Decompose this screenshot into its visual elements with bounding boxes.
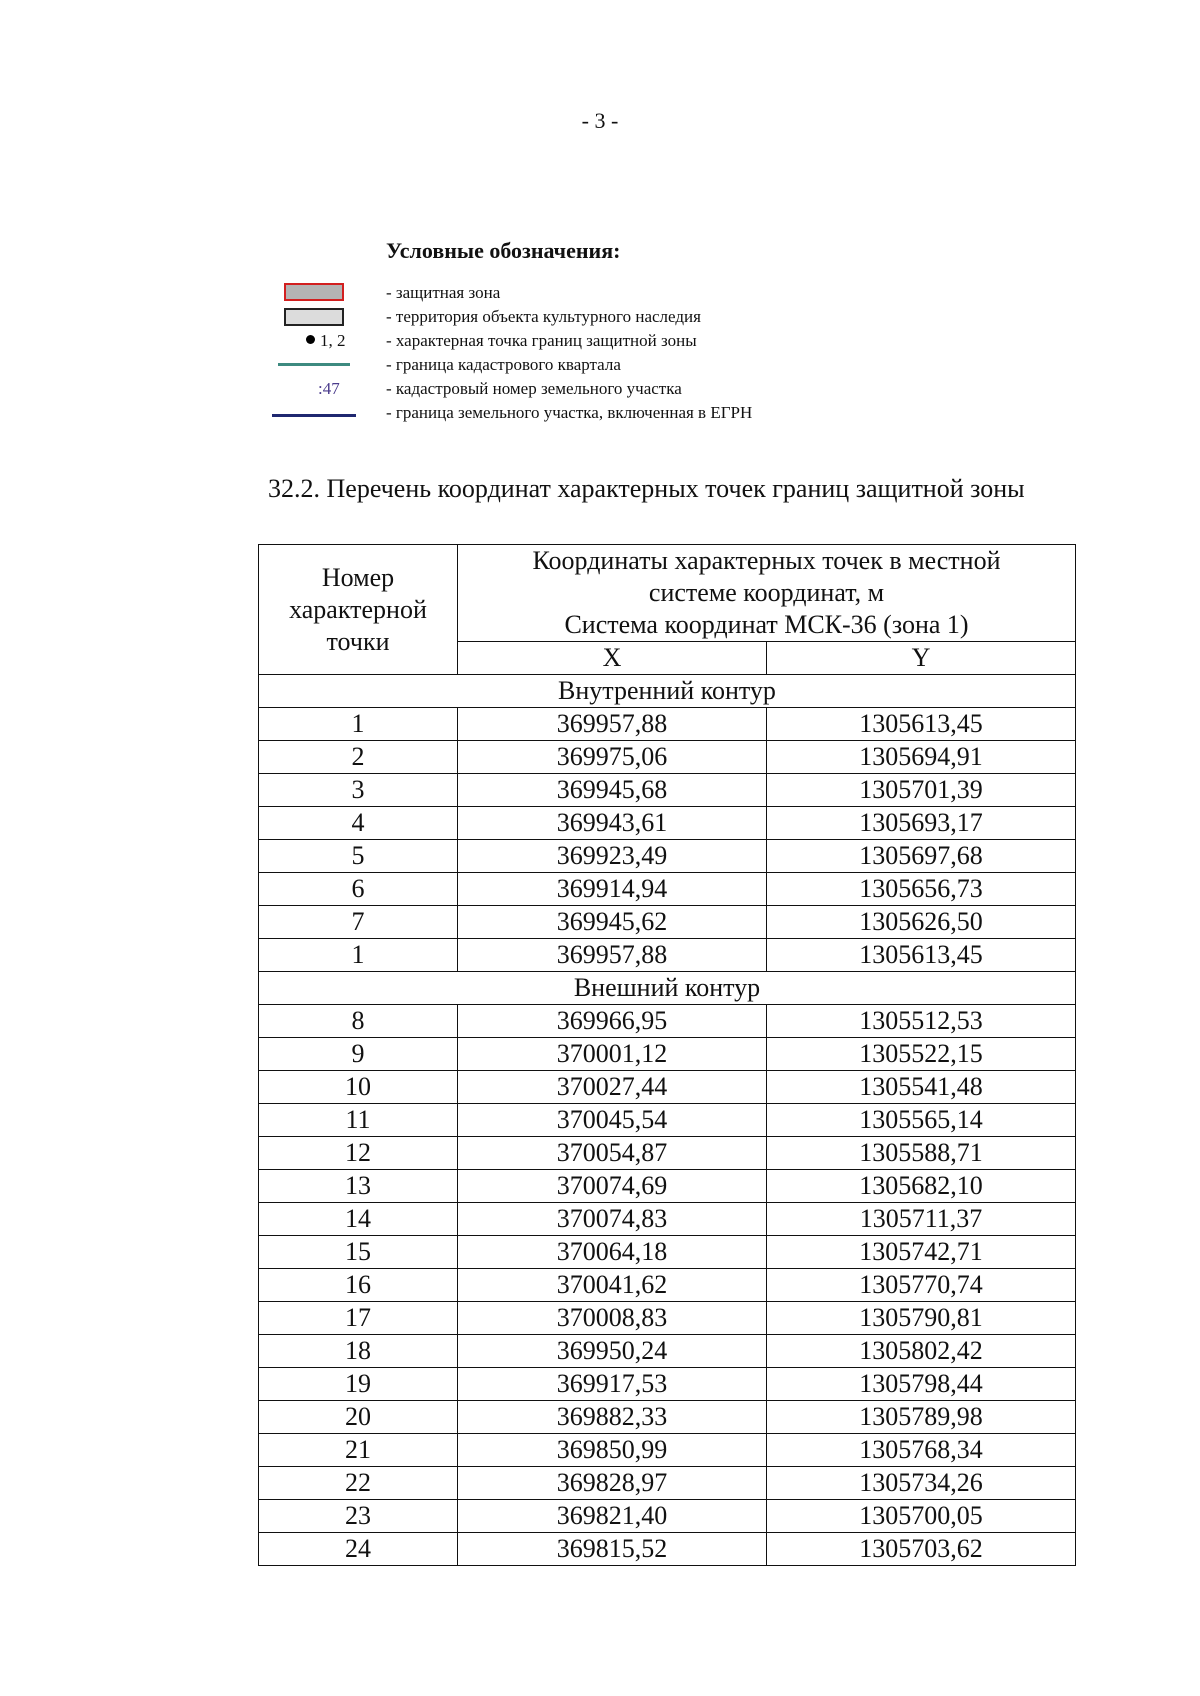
point-number-cell: 6 <box>259 873 458 906</box>
table-body <box>259 675 1076 1566</box>
y-coordinate-cell: 1305790,81 <box>767 1302 1076 1335</box>
legend-item-text: - характерная точка границ защитной зоны <box>386 331 697 350</box>
y-coordinate-cell: 1305701,39 <box>767 774 1076 807</box>
x-coordinate-cell: 369815,52 <box>458 1533 767 1566</box>
legend-item-text: - территория объекта культурного наследия <box>386 307 701 326</box>
x-coordinate-cell: 370008,83 <box>458 1302 767 1335</box>
header-y: Y <box>767 642 1076 675</box>
x-coordinate-cell: 369850,99 <box>458 1434 767 1467</box>
x-coordinate-cell: 370074,69 <box>458 1170 767 1203</box>
point-number-cell: 20 <box>259 1401 458 1434</box>
y-coordinate-cell: 1305522,15 <box>767 1038 1076 1071</box>
header-point-number: Номер характерной точки <box>259 545 458 675</box>
page-number: - 3 - <box>581 108 619 133</box>
table-row <box>259 807 1076 840</box>
table-row <box>259 1071 1076 1104</box>
point-number-cell: 3 <box>259 774 458 807</box>
legend-title: Условные обозначения: <box>386 238 621 263</box>
point-number-cell: 10 <box>259 1071 458 1104</box>
point-number-cell: 1 <box>259 708 458 741</box>
section-row <box>259 972 1076 1005</box>
point-number-cell: 16 <box>259 1269 458 1302</box>
point-number-cell: 11 <box>259 1104 458 1137</box>
parcel-number-symbol: :47 <box>318 379 340 398</box>
legend-item-protective-zone <box>268 282 908 304</box>
x-coordinate-cell: 369945,68 <box>458 774 767 807</box>
table-row <box>259 1368 1076 1401</box>
x-coordinate-cell: 370054,87 <box>458 1137 767 1170</box>
x-coordinate-cell: 369923,49 <box>458 840 767 873</box>
table-row <box>259 741 1076 774</box>
y-coordinate-cell: 1305656,73 <box>767 873 1076 906</box>
table-row <box>259 1038 1076 1071</box>
y-coordinate-cell: 1305682,10 <box>767 1170 1076 1203</box>
table-row <box>259 1467 1076 1500</box>
table-row <box>259 1236 1076 1269</box>
y-coordinate-cell: 1305693,17 <box>767 807 1076 840</box>
table-row <box>259 1170 1076 1203</box>
table-header-row <box>259 545 1076 642</box>
table-row <box>259 1302 1076 1335</box>
boundary-point-swatch <box>268 330 358 352</box>
header-coordinates-line: системе координат, м <box>648 578 885 607</box>
table-row <box>259 1137 1076 1170</box>
point-number-cell: 18 <box>259 1335 458 1368</box>
point-number-cell: 21 <box>259 1434 458 1467</box>
table-row <box>259 873 1076 906</box>
dotted-box-icon <box>284 308 344 326</box>
table-row <box>259 1500 1076 1533</box>
legend-item-text: - защитная зона <box>386 283 501 302</box>
teal-line-icon <box>278 363 350 366</box>
section-title-cell: Внутренний контур <box>259 675 1076 708</box>
table-row <box>259 1335 1076 1368</box>
legend-item-text: - граница земельного участка, включенная в ЕГРН <box>386 403 753 422</box>
legend-item-boundary-point <box>268 330 908 352</box>
point-number-cell: 8 <box>259 1005 458 1038</box>
table-row <box>259 1104 1076 1137</box>
x-coordinate-cell: 370064,18 <box>458 1236 767 1269</box>
x-coordinate-cell: 369945,62 <box>458 906 767 939</box>
legend-item-text: - кадастровый номер земельного участка <box>386 379 682 398</box>
y-coordinate-cell: 1305565,14 <box>767 1104 1076 1137</box>
y-coordinate-cell: 1305613,45 <box>767 708 1076 741</box>
legend-item-heritage-territory <box>268 306 908 328</box>
point-number-cell: 9 <box>259 1038 458 1071</box>
point-number-cell: 4 <box>259 807 458 840</box>
y-coordinate-cell: 1305734,26 <box>767 1467 1076 1500</box>
table-row <box>259 1203 1076 1236</box>
point-number-cell: 14 <box>259 1203 458 1236</box>
x-coordinate-cell: 370045,54 <box>458 1104 767 1137</box>
header-x: X <box>458 642 767 675</box>
point-number-cell: 24 <box>259 1533 458 1566</box>
x-coordinate-cell: 370001,12 <box>458 1038 767 1071</box>
y-coordinate-cell: 1305802,42 <box>767 1335 1076 1368</box>
section-title: 32.2. Перечень координат характерных точек границ защитной зоны <box>268 474 1025 503</box>
point-number-cell: 7 <box>259 906 458 939</box>
section-row <box>259 675 1076 708</box>
point-number-cell: 19 <box>259 1368 458 1401</box>
point-number-cell: 13 <box>259 1170 458 1203</box>
point-dot-icon <box>306 335 315 344</box>
y-coordinate-cell: 1305697,68 <box>767 840 1076 873</box>
table-row <box>259 708 1076 741</box>
section-title-cell: Внешний контур <box>259 972 1076 1005</box>
table-row <box>259 1269 1076 1302</box>
cadastral-quarter-line-swatch <box>268 354 358 376</box>
y-coordinate-cell: 1305626,50 <box>767 906 1076 939</box>
y-coordinate-cell: 1305789,98 <box>767 1401 1076 1434</box>
x-coordinate-cell: 370027,44 <box>458 1071 767 1104</box>
header-coordinates <box>458 545 1076 642</box>
table-row <box>259 1434 1076 1467</box>
x-coordinate-cell: 369957,88 <box>458 939 767 972</box>
point-number-cell: 15 <box>259 1236 458 1269</box>
y-coordinate-cell: 1305588,71 <box>767 1137 1076 1170</box>
point-number-cell: 17 <box>259 1302 458 1335</box>
y-coordinate-cell: 1305541,48 <box>767 1071 1076 1104</box>
table-row <box>259 906 1076 939</box>
header-coordinates-line: Координаты характерных точек в местной <box>532 546 1001 575</box>
parcel-number-swatch <box>268 378 358 400</box>
table-row <box>259 774 1076 807</box>
y-coordinate-cell: 1305703,62 <box>767 1533 1076 1566</box>
heritage-territory-swatch <box>268 306 358 328</box>
table-row <box>259 1005 1076 1038</box>
x-coordinate-cell: 369882,33 <box>458 1401 767 1434</box>
x-coordinate-cell: 369917,53 <box>458 1368 767 1401</box>
y-coordinate-cell: 1305770,74 <box>767 1269 1076 1302</box>
point-symbol-label: 1, 2 <box>320 331 346 350</box>
x-coordinate-cell: 369966,95 <box>458 1005 767 1038</box>
point-number-cell: 5 <box>259 840 458 873</box>
y-coordinate-cell: 1305694,91 <box>767 741 1076 774</box>
table-row <box>259 840 1076 873</box>
legend-item-cadastral-quarter-line <box>268 354 908 376</box>
x-coordinate-cell: 370074,83 <box>458 1203 767 1236</box>
point-number-cell: 23 <box>259 1500 458 1533</box>
x-coordinate-cell: 369943,61 <box>458 807 767 840</box>
point-number-cell: 22 <box>259 1467 458 1500</box>
point-number-cell: 2 <box>259 741 458 774</box>
x-coordinate-cell: 369821,40 <box>458 1500 767 1533</box>
table-row <box>259 939 1076 972</box>
x-coordinate-cell: 369914,94 <box>458 873 767 906</box>
x-coordinate-cell: 369975,06 <box>458 741 767 774</box>
x-coordinate-cell: 369828,97 <box>458 1467 767 1500</box>
table-row <box>259 1533 1076 1566</box>
coordinates-table <box>258 544 1076 1566</box>
y-coordinate-cell: 1305711,37 <box>767 1203 1076 1236</box>
legend-item-egrn-parcel-line <box>268 402 908 424</box>
x-coordinate-cell: 369957,88 <box>458 708 767 741</box>
y-coordinate-cell: 1305742,71 <box>767 1236 1076 1269</box>
protective-zone-swatch <box>268 282 358 304</box>
legend-item-text: - граница кадастрового квартала <box>386 355 621 374</box>
x-coordinate-cell: 369950,24 <box>458 1335 767 1368</box>
navy-line-icon <box>272 414 356 417</box>
header-coordinates-line: Система координат МСК-36 (зона 1) <box>564 610 969 639</box>
egrn-parcel-line-swatch <box>268 402 358 424</box>
x-coordinate-cell: 370041,62 <box>458 1269 767 1302</box>
point-number-cell: 12 <box>259 1137 458 1170</box>
y-coordinate-cell: 1305613,45 <box>767 939 1076 972</box>
y-coordinate-cell: 1305798,44 <box>767 1368 1076 1401</box>
red-bordered-gray-box-icon <box>284 283 344 301</box>
legend-item-parcel-number <box>268 378 908 400</box>
y-coordinate-cell: 1305512,53 <box>767 1005 1076 1038</box>
point-number-cell: 1 <box>259 939 458 972</box>
y-coordinate-cell: 1305700,05 <box>767 1500 1076 1533</box>
table-row <box>259 1401 1076 1434</box>
y-coordinate-cell: 1305768,34 <box>767 1434 1076 1467</box>
